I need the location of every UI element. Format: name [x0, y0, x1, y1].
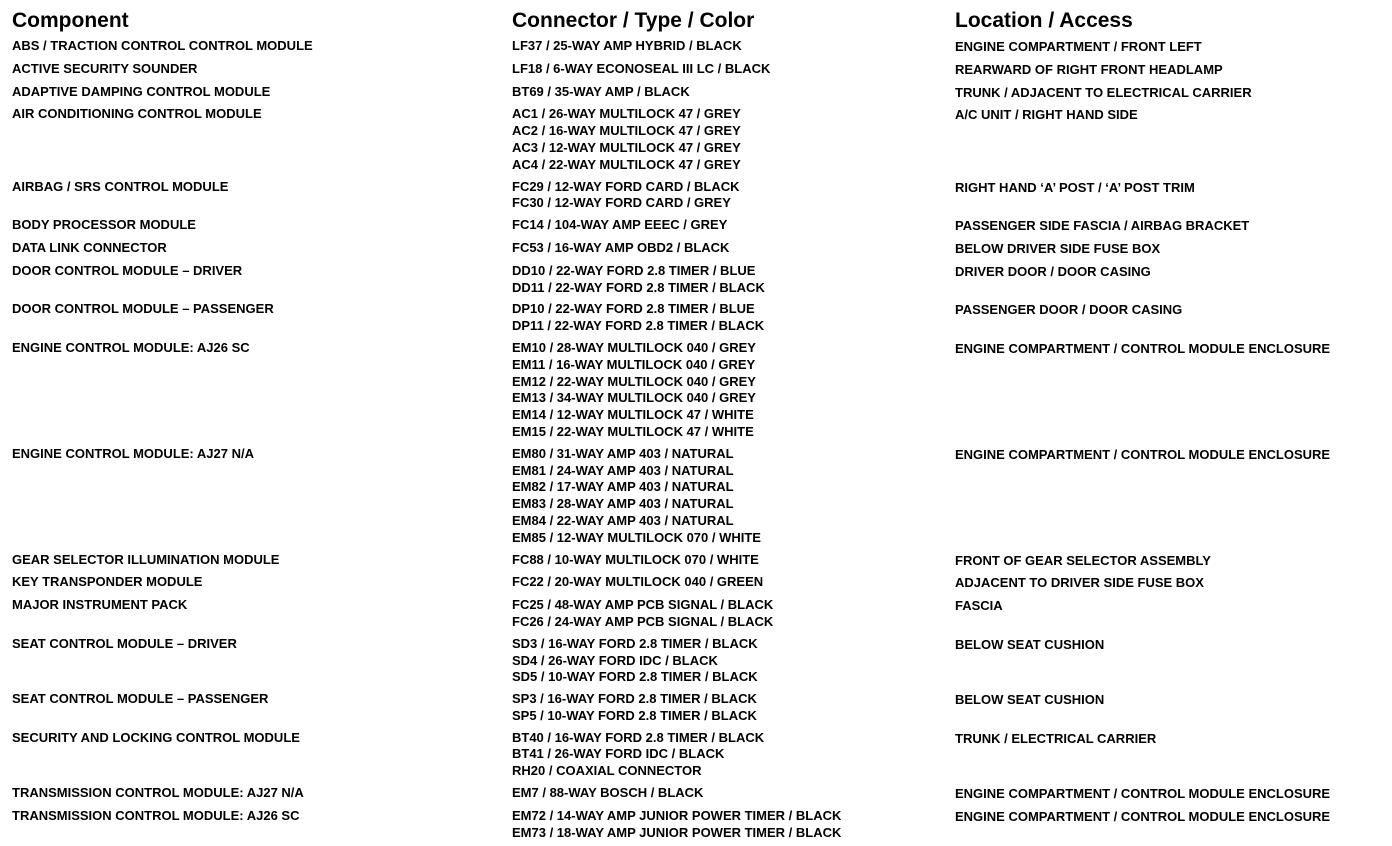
- component-name: DOOR CONTROL MODULE – PASSENGER: [12, 301, 274, 317]
- connector-list: [512, 691, 955, 725]
- connector-list: [512, 808, 955, 842]
- connector-line: EM10 / 28-WAY MULTILOCK 040 / GREY: [512, 339, 756, 355]
- connector-line: DD11 / 22-WAY FORD 2.8 TIMER / BLACK: [512, 279, 765, 295]
- connector-line: EM84 / 22-WAY AMP 403 / NATURAL: [512, 512, 734, 528]
- connector-line: EM73 / 18-WAY AMP JUNIOR POWER TIMER / BLACK: [512, 824, 842, 840]
- location-access: DRIVER DOOR / DOOR CASING: [955, 263, 1151, 279]
- table-row: [12, 61, 1384, 79]
- connector-line: FC25 / 48-WAY AMP PCB SIGNAL / BLACK: [512, 597, 774, 613]
- component-name: SEAT CONTROL MODULE – PASSENGER: [12, 691, 269, 707]
- connector-list: [512, 730, 955, 780]
- location-access: ENGINE COMPARTMENT / FRONT LEFT: [955, 39, 1202, 54]
- header-connector: Connector / Type / Color: [512, 8, 755, 32]
- table-row: [12, 340, 1384, 441]
- location-access: BELOW DRIVER SIDE FUSE BOX: [955, 240, 1161, 256]
- connector-line: EM11 / 16-WAY MULTILOCK 040 / GREY: [512, 356, 756, 372]
- table-row: [12, 217, 1384, 235]
- connector-list: [512, 84, 955, 101]
- location-access: TRUNK / ELECTRICAL CARRIER: [955, 730, 1157, 746]
- connector-line: LF18 / 6-WAY ECONOSEAL III LC / BLACK: [512, 60, 771, 76]
- connector-line: LF37 / 25-WAY AMP HYBRID / BLACK: [512, 38, 742, 53]
- table-row: [12, 785, 1384, 803]
- connector-list: [512, 240, 955, 257]
- component-name: ENGINE CONTROL MODULE: AJ26 SC: [12, 339, 250, 355]
- component-name: TRANSMISSION CONTROL MODULE: AJ27 N/A: [12, 785, 304, 801]
- header-component: Component: [12, 8, 129, 32]
- connector-line: AC1 / 26-WAY MULTILOCK 47 / GREY: [512, 106, 741, 122]
- table-row: [12, 808, 1384, 842]
- component-name: DATA LINK CONNECTOR: [12, 239, 167, 255]
- table-row: [12, 691, 1384, 725]
- connector-line: FC29 / 12-WAY FORD CARD / BLACK: [512, 178, 740, 194]
- connector-list: [512, 597, 955, 631]
- connector-line: RH20 / COAXIAL CONNECTOR: [512, 763, 702, 779]
- location-access: ENGINE COMPARTMENT / CONTROL MODULE ENCLOSURE: [955, 808, 1331, 824]
- location-access: ENGINE COMPARTMENT / CONTROL MODULE ENCLOSURE: [955, 446, 1331, 462]
- table-row: [12, 597, 1384, 631]
- location-access: TRUNK / ADJACENT TO ELECTRICAL CARRIER: [955, 84, 1252, 100]
- component-name: MAJOR INSTRUMENT PACK: [12, 597, 188, 613]
- connector-list: [512, 179, 955, 213]
- connector-list: [512, 61, 955, 78]
- table-row: [12, 636, 1384, 686]
- component-name: ABS / TRACTION CONTROL CONTROL MODULE: [12, 38, 313, 53]
- location-access: RIGHT HAND ‘A’ POST / ‘A’ POST TRIM: [955, 179, 1195, 195]
- table-body: [12, 38, 1384, 846]
- connector-line: EM14 / 12-WAY MULTILOCK 47 / WHITE: [512, 407, 754, 423]
- component-name: ADAPTIVE DAMPING CONTROL MODULE: [12, 83, 271, 99]
- connector-line: FC30 / 12-WAY FORD CARD / GREY: [512, 195, 731, 211]
- table-row: [12, 179, 1384, 213]
- component-name: AIRBAG / SRS CONTROL MODULE: [12, 178, 229, 194]
- connector-table: [12, 4, 1384, 846]
- component-name: TRANSMISSION CONTROL MODULE: AJ26 SC: [12, 807, 300, 823]
- connector-line: EM7 / 88-WAY BOSCH / BLACK: [512, 785, 704, 801]
- connector-line: BT40 / 16-WAY FORD 2.8 TIMER / BLACK: [512, 729, 765, 745]
- connector-line: FC53 / 16-WAY AMP OBD2 / BLACK: [512, 239, 730, 255]
- table-row: [12, 574, 1384, 592]
- location-access: BELOW SEAT CUSHION: [955, 692, 1105, 708]
- location-access: A/C UNIT / RIGHT HAND SIDE: [955, 107, 1138, 123]
- location-access: ENGINE COMPARTMENT / CONTROL MODULE ENCLOSURE: [955, 786, 1331, 802]
- component-name: SECURITY AND LOCKING CONTROL MODULE: [12, 729, 300, 745]
- connector-list: [512, 301, 955, 335]
- component-name: GEAR SELECTOR ILLUMINATION MODULE: [12, 551, 280, 567]
- connector-line: AC2 / 16-WAY MULTILOCK 47 / GREY: [512, 123, 741, 139]
- connector-line: BT41 / 26-WAY FORD IDC / BLACK: [512, 746, 725, 762]
- table-row: [12, 84, 1384, 102]
- component-name: ACTIVE SECURITY SOUNDER: [12, 60, 198, 76]
- table-row: [12, 552, 1384, 570]
- connector-line: SD3 / 16-WAY FORD 2.8 TIMER / BLACK: [512, 635, 758, 651]
- component-name: ENGINE CONTROL MODULE: AJ27 N/A: [12, 445, 254, 461]
- location-access: ADJACENT TO DRIVER SIDE FUSE BOX: [955, 575, 1204, 591]
- connector-list: [512, 340, 955, 441]
- connector-line: SD5 / 10-WAY FORD 2.8 TIMER / BLACK: [512, 669, 758, 685]
- connector-line: AC3 / 12-WAY MULTILOCK 47 / GREY: [512, 139, 741, 155]
- header-location: Location / Access: [955, 8, 1133, 32]
- connector-line: SD4 / 26-WAY FORD IDC / BLACK: [512, 652, 718, 668]
- component-name: AIR CONDITIONING CONTROL MODULE: [12, 106, 262, 122]
- table-row: [12, 38, 1384, 56]
- connector-list: [512, 263, 955, 297]
- connector-list: [512, 446, 955, 547]
- location-access: BELOW SEAT CUSHION: [955, 636, 1105, 652]
- connector-line: DP11 / 22-WAY FORD 2.8 TIMER / BLACK: [512, 318, 765, 334]
- connector-line: DP10 / 22-WAY FORD 2.8 TIMER / BLUE: [512, 301, 755, 317]
- connector-line: EM82 / 17-WAY AMP 403 / NATURAL: [512, 479, 734, 495]
- location-access: PASSENGER SIDE FASCIA / AIRBAG BRACKET: [955, 218, 1250, 234]
- connector-line: FC26 / 24-WAY AMP PCB SIGNAL / BLACK: [512, 613, 774, 629]
- location-access: FRONT OF GEAR SELECTOR ASSEMBLY: [955, 552, 1211, 568]
- connector-list: [512, 552, 955, 569]
- connector-list: [512, 636, 955, 686]
- connector-list: [512, 574, 955, 591]
- table-row: [12, 263, 1384, 297]
- connector-line: FC88 / 10-WAY MULTILOCK 070 / WHITE: [512, 551, 759, 567]
- table-row: [12, 730, 1384, 780]
- connector-line: SP5 / 10-WAY FORD 2.8 TIMER / BLACK: [512, 707, 757, 723]
- connector-list: [512, 106, 955, 173]
- connector-line: EM83 / 28-WAY AMP 403 / NATURAL: [512, 496, 734, 512]
- table-row: [12, 106, 1384, 173]
- connector-list: [512, 785, 955, 802]
- connector-line: SP3 / 16-WAY FORD 2.8 TIMER / BLACK: [512, 691, 757, 707]
- connector-line: EM15 / 22-WAY MULTILOCK 47 / WHITE: [512, 423, 754, 439]
- connector-list: [512, 38, 955, 55]
- table-row: [12, 240, 1384, 258]
- component-name: BODY PROCESSOR MODULE: [12, 217, 196, 233]
- table-row: [12, 446, 1384, 547]
- connector-line: DD10 / 22-WAY FORD 2.8 TIMER / BLUE: [512, 262, 756, 278]
- location-access: FASCIA: [955, 598, 1003, 614]
- connector-line: EM81 / 24-WAY AMP 403 / NATURAL: [512, 462, 734, 478]
- connector-line: FC22 / 20-WAY MULTILOCK 040 / GREEN: [512, 574, 764, 590]
- connector-line: EM85 / 12-WAY MULTILOCK 070 / WHITE: [512, 529, 761, 545]
- component-name: SEAT CONTROL MODULE – DRIVER: [12, 635, 237, 651]
- connector-line: EM12 / 22-WAY MULTILOCK 040 / GREY: [512, 373, 756, 389]
- location-access: REARWARD OF RIGHT FRONT HEADLAMP: [955, 61, 1223, 77]
- connector-line: EM72 / 14-WAY AMP JUNIOR POWER TIMER / BLACK: [512, 807, 842, 823]
- connector-line: EM13 / 34-WAY MULTILOCK 040 / GREY: [512, 390, 756, 406]
- connector-line: FC14 / 104-WAY AMP EEEC / GREY: [512, 217, 728, 233]
- table-row: [12, 301, 1384, 335]
- connector-line: EM80 / 31-WAY AMP 403 / NATURAL: [512, 445, 734, 461]
- connector-list: [512, 217, 955, 234]
- table-header: [12, 4, 1384, 38]
- component-name: DOOR CONTROL MODULE – DRIVER: [12, 262, 243, 278]
- connector-line: AC4 / 22-WAY MULTILOCK 47 / GREY: [512, 156, 741, 172]
- component-name: KEY TRANSPONDER MODULE: [12, 574, 203, 590]
- connector-line: BT69 / 35-WAY AMP / BLACK: [512, 83, 690, 99]
- location-access: ENGINE COMPARTMENT / CONTROL MODULE ENCLOSURE: [955, 340, 1331, 356]
- location-access: PASSENGER DOOR / DOOR CASING: [955, 302, 1183, 318]
